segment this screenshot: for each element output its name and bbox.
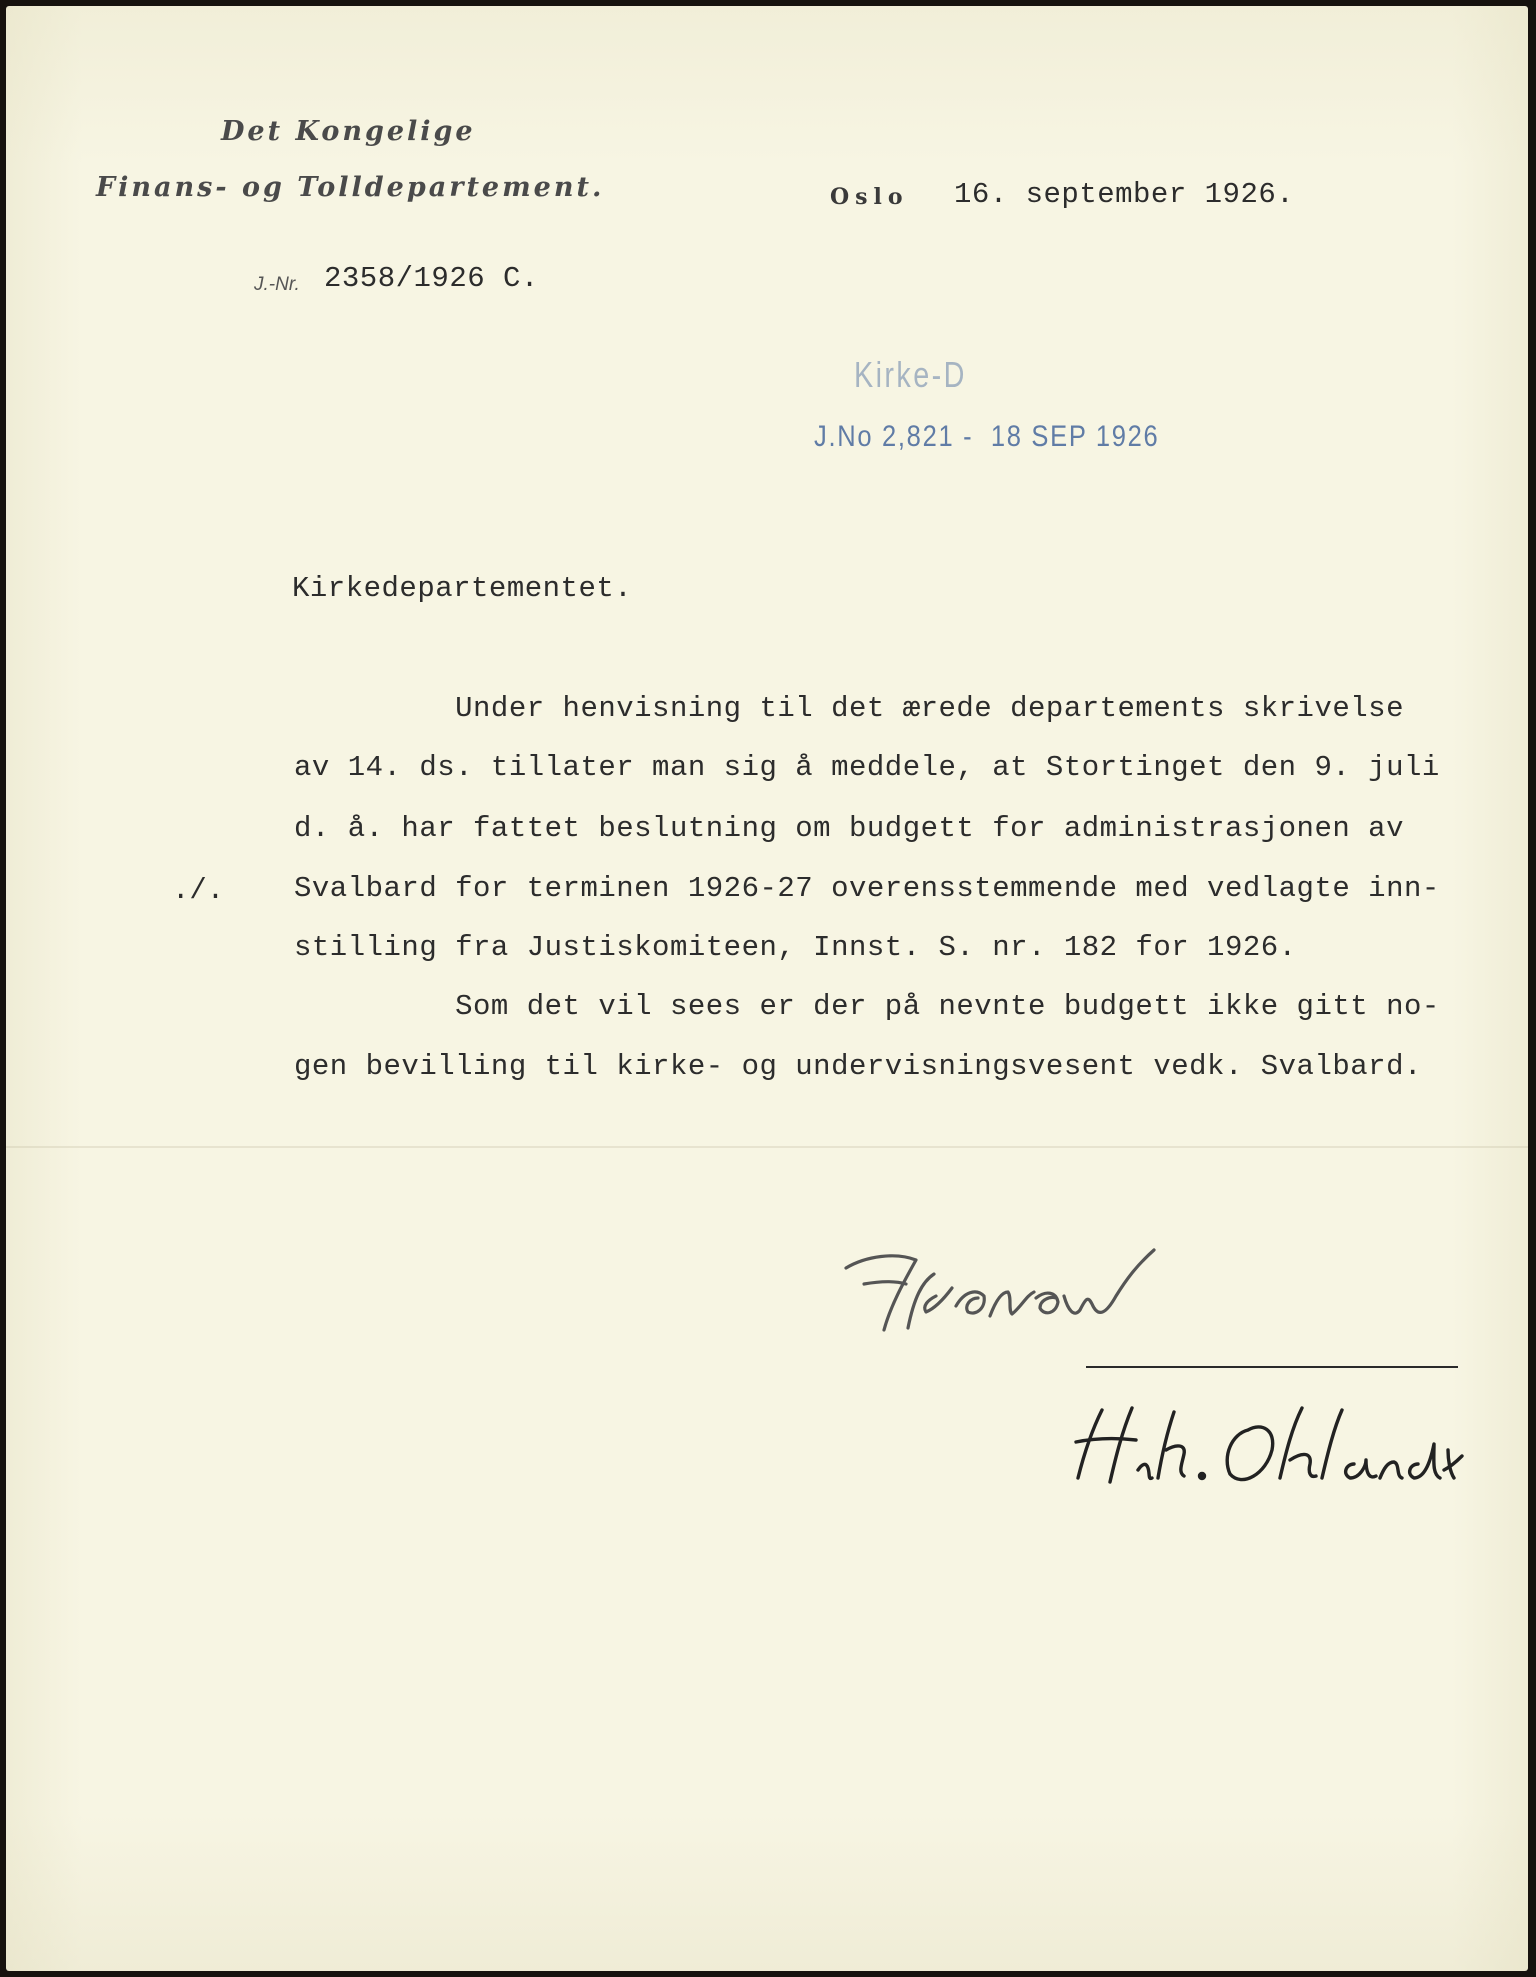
signature-ohlandt [1066, 1394, 1466, 1494]
body-line: Svalbard for terminen 1926-27 overensstemmende med vedlagte inn- [294, 872, 1440, 905]
received-stamp-department: Kirke-D [854, 354, 967, 395]
paper-fold [6, 1146, 1528, 1148]
letter-page [6, 6, 1528, 1971]
received-stamp-entry: J.No 2,821 - 18 SEP 1926 [814, 420, 1160, 453]
body-line: Som det vil sees er der på nevnte budgett ikke gitt no- [294, 990, 1440, 1023]
letterhead-line-2: Finans- og Tolldepartement. [96, 172, 605, 203]
body-line: stilling fra Justiskomiteen, Innst. S. nr. 182 for 1926. [294, 931, 1297, 964]
dateline-date: 16. september 1926. [954, 178, 1295, 211]
signature-konow [836, 1226, 1196, 1346]
body-line: gen bevilling til kirke- og undervisningsvesent vedk. Svalbard. [294, 1050, 1422, 1083]
letterhead-line-1: Det Kongelige [221, 116, 476, 147]
journal-label: J.-Nr. [254, 274, 300, 295]
body-line: av 14. ds. tillater man sig å meddele, at Stortinget den 9. juli [294, 751, 1440, 784]
body-line: Under henvisning til det ærede departements skrivelse [294, 692, 1404, 725]
addressee: Kirkedepartementet. [292, 572, 633, 605]
body-line: d. å. har fattet beslutning om budgett for administrasjonen av [294, 812, 1404, 845]
signature-rule [1086, 1366, 1458, 1368]
dateline-place: Oslo [830, 184, 909, 210]
journal-number: 2358/1926 C. [324, 262, 539, 295]
enclosure-mark: ./. [172, 874, 225, 907]
